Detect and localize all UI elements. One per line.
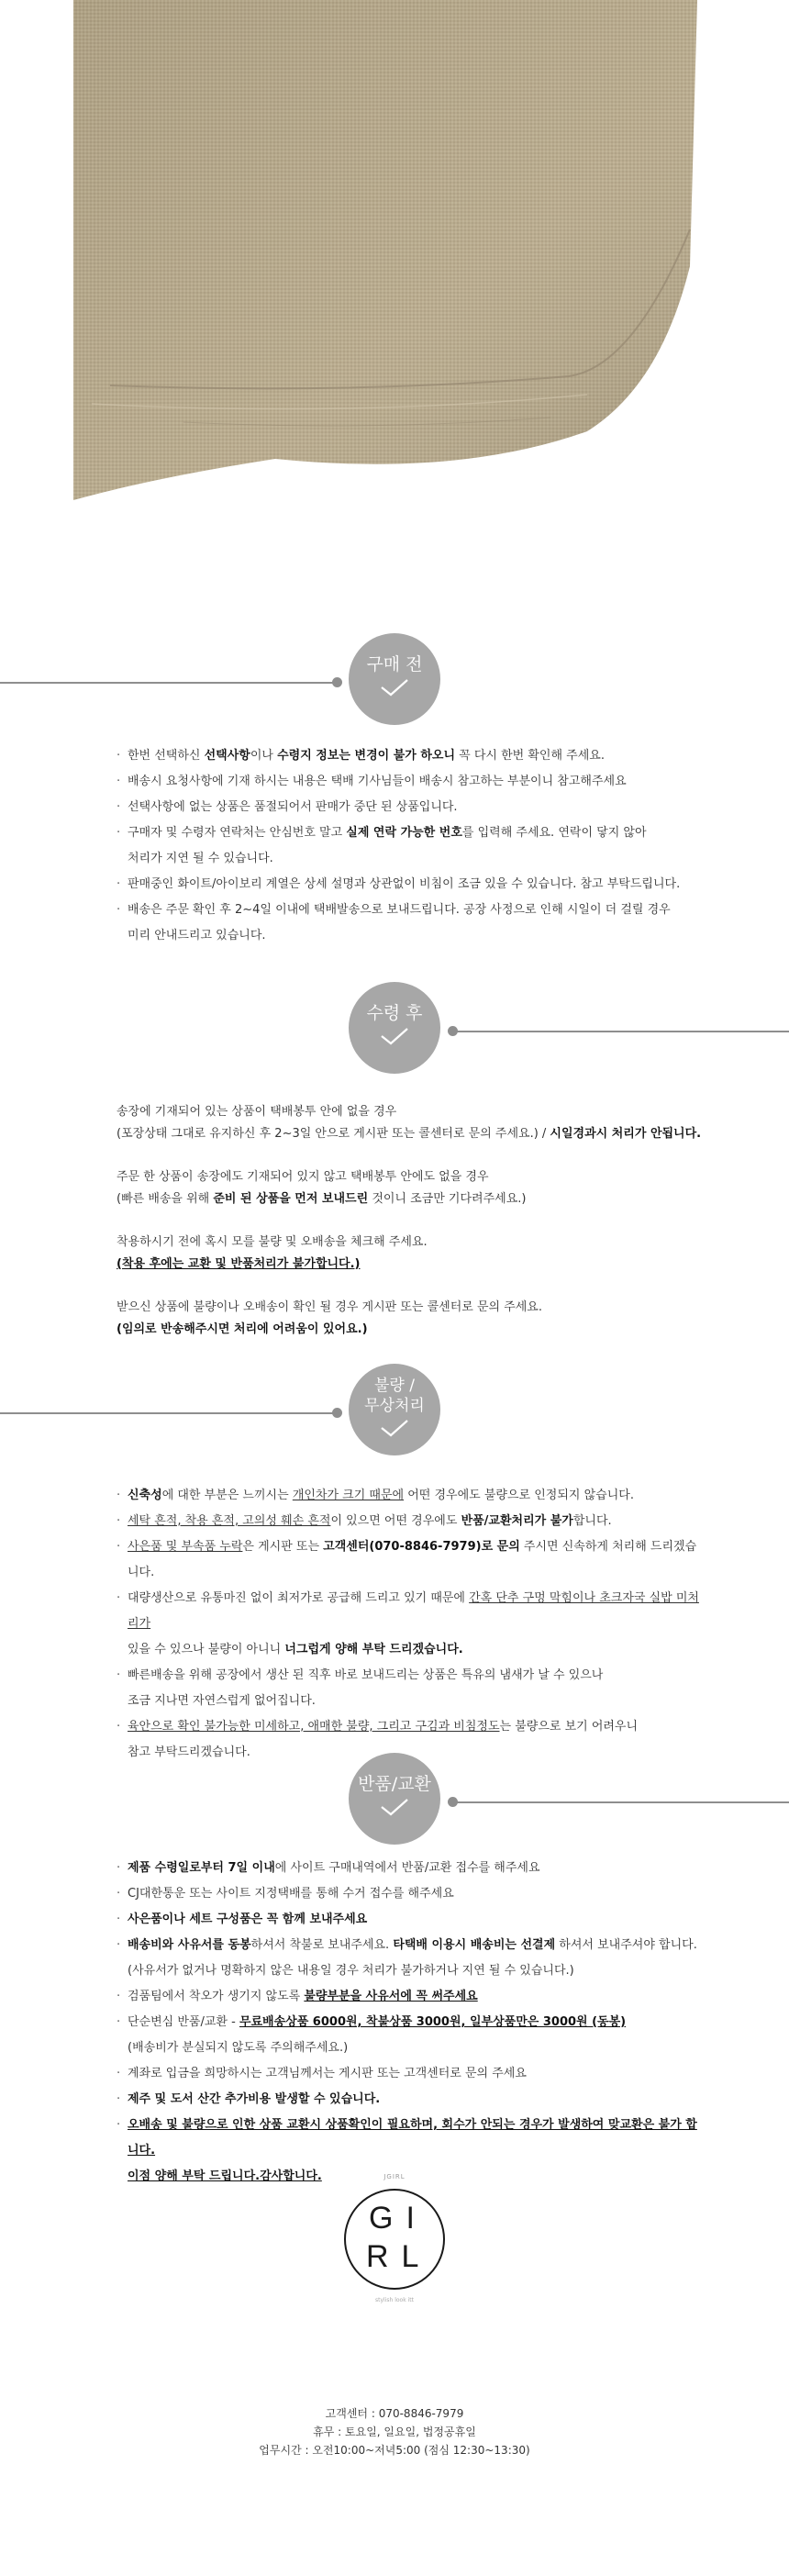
divider-dot: [448, 1797, 458, 1807]
divider-dot: [332, 677, 342, 687]
logo-letters-top: GI: [369, 2201, 428, 2236]
note-paragraph: 받으신 상품에 불량이나 오배송이 확인 될 경우 게시판 또는 콜센터로 문의 주세요. (임의로 반송해주시면 처리에 어려움이 있어요.): [117, 1300, 543, 1336]
list-item: · 대량생산으로 유통마진 없이 최저가로 공급해 드리고 있기 때문에 간혹 단추 구멍 막힘이나 초크자국 실밥 미처리가 있을 수 있으나 불량이 아니니 너그럽게 양해 부탁 드리겠습니다.: [117, 1586, 704, 1663]
note-paragraph: 송장에 기재되어 있는 상품이 택배봉투 안에 없을 경우 (포장상태 그대로 유지하신 후 2~3일 안으로 게시판 또는 콜센터로 문의 주세요.) / 시일경과시 처리가 안됩니다.: [117, 1105, 702, 1141]
list-item: · 빠른배송을 위해 공장에서 생산 된 직후 바로 보내드리는 상품은 특유의 냄새가 날 수 있으나 조금 지나면 자연스럽게 없어집니다.: [117, 1663, 704, 1714]
product-photo: [73, 0, 697, 500]
section-header-defect: [0, 1364, 789, 1465]
list-item: · CJ대한통운 또는 사이트 지정택배를 통해 수거 접수를 해주세요: [117, 1881, 704, 1907]
before-purchase-list: [117, 743, 704, 949]
list-item: · 사은품이나 세트 구성품은 꼭 함께 보내주세요: [117, 1907, 704, 1933]
check-icon: [379, 1026, 410, 1046]
brand-logo: [340, 2173, 449, 2303]
section-badge: [349, 982, 440, 1074]
logo-ring: [344, 2189, 445, 2290]
section-badge: [349, 1364, 440, 1455]
section-badge: [349, 633, 440, 725]
list-item: · 판매중인 화이트/아이보리 계열은 상세 설명과 상관없이 비침이 조금 있을 수 있습니다. 참고 부탁드립니다.: [117, 872, 704, 898]
logo-letters-bottom: RL: [366, 2239, 432, 2274]
list-item: · 제품 수령일로부터 7일 이내에 사이트 구매내역에서 반품/교환 접수를 해주세요: [117, 1856, 704, 1881]
section-header-before-purchase: [0, 633, 789, 734]
cs-holidays: 휴무 : 토요일, 일요일, 법정공휴일: [313, 2425, 476, 2438]
list-item: · 육안으로 확인 불가능한 미세하고, 애매한 불량, 그리고 구김과 비침정도는 불량으로 보기 어려우니 참고 부탁드리겠습니다.: [117, 1714, 704, 1766]
check-icon: [379, 1797, 410, 1817]
divider-line: [0, 1412, 338, 1414]
divider-line: [452, 1801, 789, 1803]
check-icon: [379, 1418, 410, 1438]
customer-service-info: [0, 2404, 789, 2459]
divider-dot: [448, 1026, 458, 1036]
list-item: · 배송시 요청사항에 기재 하시는 내용은 택배 기사님들이 배송시 참고하는 부분이니 참고해주세요: [117, 769, 704, 795]
list-item: · 배송비와 사유서를 동봉하셔서 착불로 보내주세요. 타택배 이용시 배송비는 선결제 하셔서 보내주셔야 합니다. (사유서가 없거나 명확하지 않은 내용일 경우 처리가 불가하거나 지연 될 수 있습니다.): [117, 1933, 704, 1984]
returns-list: [117, 1856, 704, 2190]
list-item: · 사은품 및 부속품 누락은 게시판 또는 고객센터(070-8846-7979)로 문의 주시면 신속하게 처리해 드리겠습니다.: [117, 1534, 704, 1586]
divider-dot: [332, 1408, 342, 1418]
defect-list: [117, 1483, 704, 1766]
check-icon: [379, 677, 410, 697]
list-item: · 검품팀에서 착오가 생기지 않도록 불량부분을 사유서에 꼭 써주세요: [117, 1984, 704, 2010]
list-item: · 세탁 흔적, 착용 흔적, 고의성 훼손 흔적이 있으면 어떤 경우에도 반품/교환처리가 불가합니다.: [117, 1509, 704, 1534]
list-item: · 계좌로 입금을 희망하시는 고객님께서는 게시판 또는 고객센터로 문의 주세요: [117, 2061, 704, 2087]
section-title: 수령 후: [366, 1003, 423, 1023]
list-item: · 배송은 주문 확인 후 2~4일 이내에 택배발송으로 보내드립니다. 공장 사정으로 인해 시일이 더 걸릴 경우 미리 안내드리고 있습니다.: [117, 898, 704, 949]
list-item: · 한번 선택하신 선택사항이나 수령지 정보는 변경이 불가 하오니 꼭 다시 한번 확인해 주세요.: [117, 743, 704, 769]
logo-top-text: JGIRL: [383, 2173, 406, 2180]
note-paragraph: 주문 한 상품이 송장에도 기재되어 있지 않고 택배봉투 안에도 없을 경우 (빠른 배송을 위해 준비 된 상품을 먼저 보내드린 것이니 조금만 기다려주세요.): [117, 1170, 527, 1206]
list-item: · 제주 및 도서 산간 추가비용 발생할 수 있습니다.: [117, 2087, 704, 2113]
list-item: · 구매자 및 수령자 연락처는 안심번호 말고 실제 연락 가능한 번호를 입력해 주세요. 연락이 닿지 않아 처리가 지연 될 수 있습니다.: [117, 820, 704, 872]
divider-line: [0, 682, 338, 684]
section-header-after-receipt: [0, 982, 789, 1083]
section-title: 불량 / 무상처리: [364, 1377, 425, 1415]
note-paragraph: 착용하시기 전에 혹시 모를 불량 및 오배송을 체크해 주세요. (착용 후에는 교환 및 반품처리가 불가합니다.): [117, 1235, 428, 1271]
list-item: · 선택사항에 없는 상품은 품절되어서 판매가 중단 된 상품입니다.: [117, 795, 704, 820]
section-title: 구매 전: [366, 654, 423, 675]
section-badge: [349, 1753, 440, 1845]
logo-tagline: stylish look itt: [375, 2297, 414, 2303]
cs-hours: 업무시간 : 오전10:00~저녁5:00 (점심 12:30~13:30): [259, 2444, 530, 2457]
list-item: · 단순변심 반품/교환 - 무료배송상품 6000원, 착불상품 3000원, 일부상품만은 3000원 (동봉) (배송비가 분실되지 않도록 주의해주세요.): [117, 2010, 704, 2061]
section-title: 반품/교환: [358, 1774, 431, 1794]
linen-fabric-image: [73, 0, 697, 500]
after-receipt-notes: [117, 1101, 704, 1362]
list-item: · 신축성에 대한 부분은 느끼시는 개인차가 크기 때문에 어떤 경우에도 불량으로 인정되지 않습니다.: [117, 1483, 704, 1509]
cs-phone: 고객센터 : 070-8846-7979: [325, 2407, 464, 2420]
list-item: · 오배송 및 불량으로 인한 상품 교환시 상품확인이 필요하며, 회수가 안되는 경우가 발생하여 맞교환은 불가 합니다. 이점 양해 부탁 드립니다.감사합니다.: [117, 2113, 704, 2190]
divider-line: [452, 1031, 789, 1032]
section-header-returns: [0, 1753, 789, 1854]
